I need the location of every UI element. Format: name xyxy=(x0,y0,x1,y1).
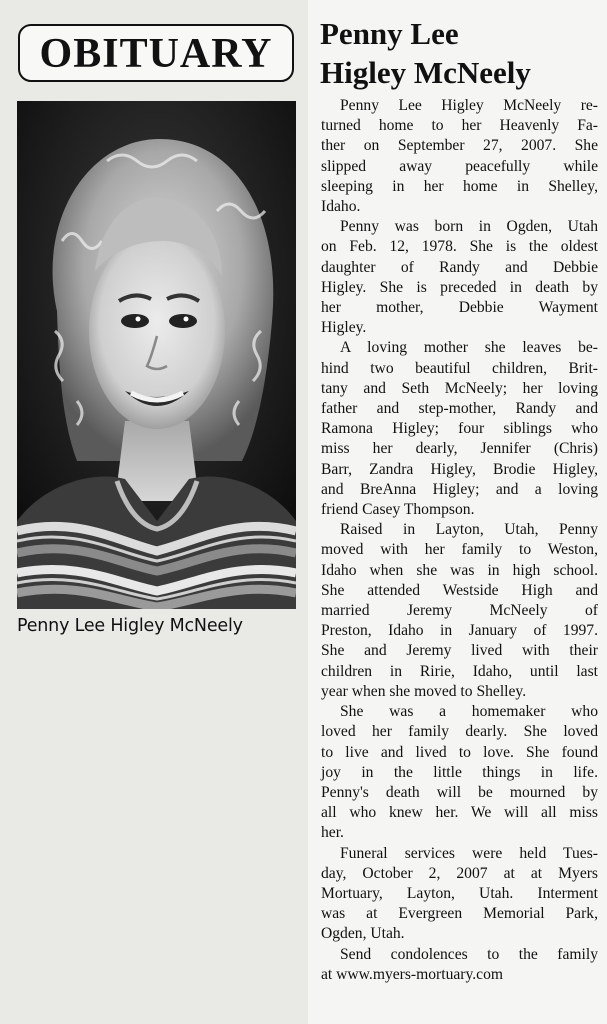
paragraph-5 xyxy=(321,702,598,843)
paragraph-line: Idaho when she was in high school. xyxy=(321,561,598,579)
paragraph-line: Mortuary, Layton, Utah. Interment xyxy=(321,884,598,902)
headline-line-1: Penny Lee xyxy=(320,16,459,51)
paragraph-line: She attended Westside High and xyxy=(321,581,598,599)
paragraph-line: Penny's death will be mourned by xyxy=(321,783,598,801)
paragraph-line: Penny was born in Ogden, Utah xyxy=(340,218,598,236)
paragraph-line: her. xyxy=(321,824,344,842)
paragraph-line: Higley. She is preceded in death by xyxy=(321,278,598,296)
headline xyxy=(320,14,600,92)
paragraph-line: and BreAnna Higley; and a loving xyxy=(321,480,598,498)
paragraph-line: She and Jeremy lived with their xyxy=(321,642,598,660)
paragraph-line: ther on September 27, 2007. She xyxy=(321,137,598,155)
paragraph-3 xyxy=(321,338,598,520)
paragraph-line: Ramona Higley; four siblings who xyxy=(321,420,598,438)
obituary-badge-label: OBITUARY xyxy=(39,31,273,77)
paragraph-line: hind two beautiful children, Brit- xyxy=(321,359,598,377)
paragraph-line: Funeral services were held Tues- xyxy=(340,844,598,862)
paragraph-line: turned home to her Heavenly Fa- xyxy=(321,117,598,135)
paragraph-line: year when she moved to Shelley. xyxy=(321,682,527,700)
headline-line-2: Higley McNeely xyxy=(320,55,531,90)
paragraph-line: Send condolences to the family xyxy=(340,945,598,963)
paragraph-line: joy in the little things in life. xyxy=(321,763,598,781)
paragraph-line: at www.myers-mortuary.com xyxy=(321,965,504,983)
paragraph-line: A loving mother she leaves be- xyxy=(340,339,598,357)
paragraph-line: her mother, Debbie Wayment xyxy=(321,299,598,317)
paragraph-1 xyxy=(321,96,598,217)
paragraph-7 xyxy=(321,945,598,985)
paragraph-line: sleeping in her home in Shelley, xyxy=(321,177,598,195)
portrait-illustration xyxy=(17,101,296,609)
paragraph-4 xyxy=(321,520,598,702)
obituary-body xyxy=(321,96,598,985)
paragraph-line: She was a homemaker who xyxy=(340,703,598,721)
paragraph-line: married Jeremy McNeely of xyxy=(321,602,598,620)
paragraph-line: miss her dearly, Jennifer (Chris) xyxy=(321,440,598,458)
paragraph-line: Penny Lee Higley McNeely re- xyxy=(340,97,598,114)
paragraph-line: Higley. xyxy=(321,319,367,337)
photo-caption: Penny Lee Higley McNeely xyxy=(17,616,243,636)
paragraph-line: to live and lived to love. She found xyxy=(321,743,598,761)
obituary-badge xyxy=(18,24,294,82)
paragraph-line: Ogden, Utah. xyxy=(321,925,405,943)
paragraph-6 xyxy=(321,844,598,945)
paragraph-line: on Feb. 12, 1978. She is the oldest xyxy=(321,238,598,256)
paragraph-line: daughter of Randy and Debbie xyxy=(321,258,598,276)
paragraph-line: tany and Seth McNeely; her loving xyxy=(321,379,598,397)
paragraph-line: moved with her family to Weston, xyxy=(321,541,598,559)
paragraph-line: Idaho. xyxy=(321,198,361,216)
paragraph-line: was at Evergreen Memorial Park, xyxy=(321,905,598,923)
paragraph-line: slipped away peacefully while xyxy=(321,157,598,175)
paragraph-line: Barr, Zandra Higley, Brodie Higley, xyxy=(321,460,598,478)
paragraph-line: Preston, Idaho in January of 1997. xyxy=(321,622,598,640)
paragraph-line: father and step-mother, Randy and xyxy=(321,400,598,418)
paragraph-2 xyxy=(321,217,598,338)
paragraph-line: day, October 2, 2007 at at Myers xyxy=(321,864,598,882)
paragraph-line: children in Ririe, Idaho, until last xyxy=(321,662,598,680)
portrait-photo xyxy=(17,101,296,609)
paragraph-line: loved her family dearly. She loved xyxy=(321,723,598,741)
paragraph-line: friend Casey Thompson. xyxy=(321,501,475,519)
paragraph-line: Raised in Layton, Utah, Penny xyxy=(340,521,598,539)
paragraph-line: all who knew her. We will all miss xyxy=(321,804,598,822)
